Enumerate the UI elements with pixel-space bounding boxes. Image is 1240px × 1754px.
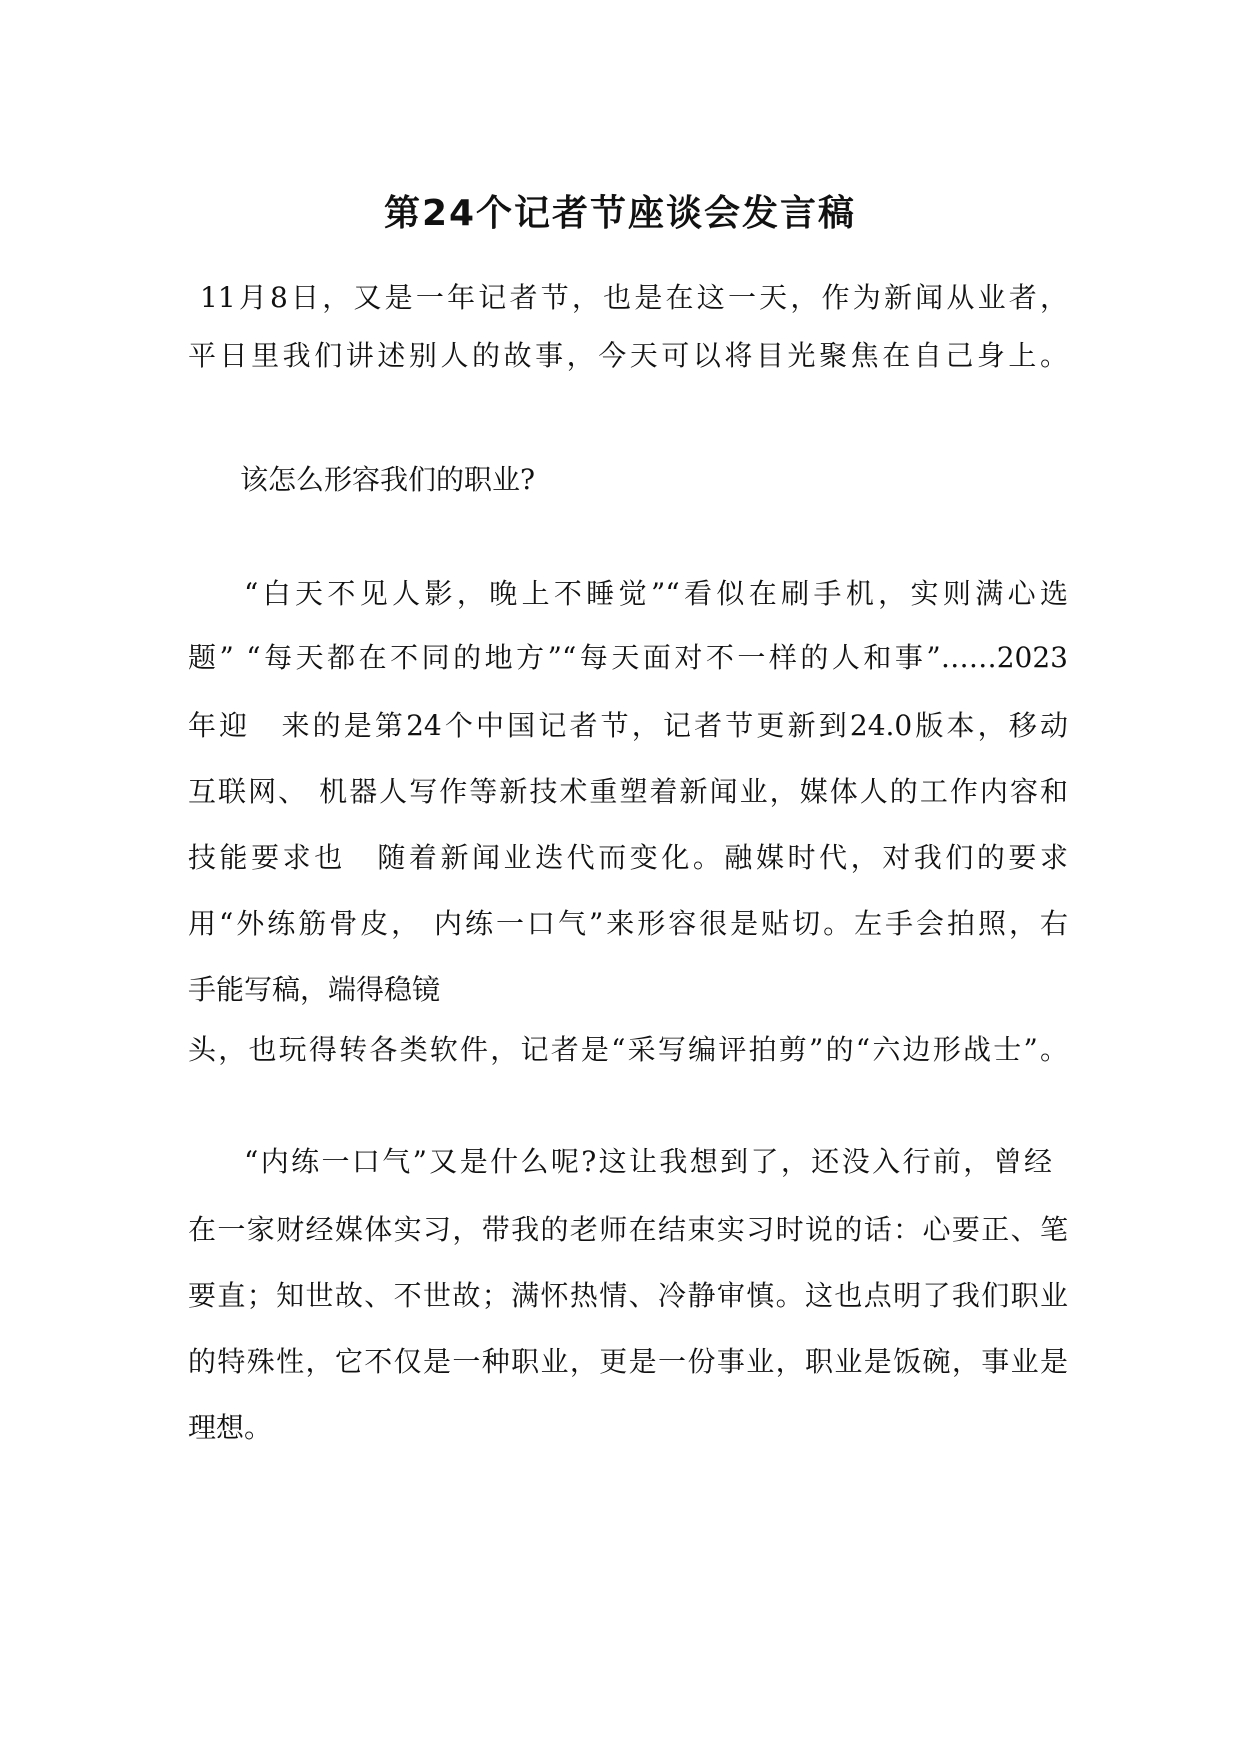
paragraph-line: 技能要求也 随着新闻业迭代而变化。融媒时代，对我们的要求 [188, 841, 1068, 874]
paragraph-line: 该怎么形容我们的职业? [240, 463, 536, 496]
paragraph-line: 要直；知世故、不世故；满怀热情、冷静审慎。这也点明了我们职业 [188, 1279, 1068, 1312]
paragraph-line: 理想。 [188, 1411, 273, 1444]
paragraph-line: 手能写稿，端得稳镜 [188, 973, 441, 1006]
paragraph-line: 头，也玩得转各类软件，记者是“采写编评拍剪”的“六边形战士”。 [188, 1033, 1068, 1066]
paragraph-line: 的特殊性，它不仅是一种职业，更是一份事业，职业是饭碗，事业是 [188, 1345, 1068, 1378]
paragraph-line: 在一家财经媒体实习，带我的老师在结束实习时说的话：心要正、笔 [188, 1213, 1068, 1246]
paragraph-line: 平日里我们讲述别人的故事，今天可以将目光聚焦在自己身上。 [188, 339, 1068, 372]
paragraph-line: 用“外练筋骨皮， 内练一口气”来形容很是贴切。左手会拍照，右 [188, 907, 1068, 940]
paragraph-line: 11月8日，又是一年记者节，也是在这一天，作为新闻从业者， [200, 281, 1068, 314]
paragraph-line: 互联网、 机器人写作等新技术重塑着新闻业，媒体人的工作内容和 [188, 775, 1068, 808]
document-title: 第24个记者节座谈会发言稿 [383, 193, 857, 234]
paragraph-line: 题” “每天都在不同的地方”“每天面对不一样的人和事”……2023 [188, 641, 1068, 674]
paragraph-line: “白天不见人影，晚上不睡觉”“看似在刷手机，实则满心选 [244, 577, 1068, 610]
paragraph-line: “内练一口气”又是什么呢?这让我想到了，还没入行前，曾经 [244, 1145, 1052, 1178]
paragraph-line: 年迎 来的是第24个中国记者节，记者节更新到24.0版本，移动 [188, 709, 1068, 742]
